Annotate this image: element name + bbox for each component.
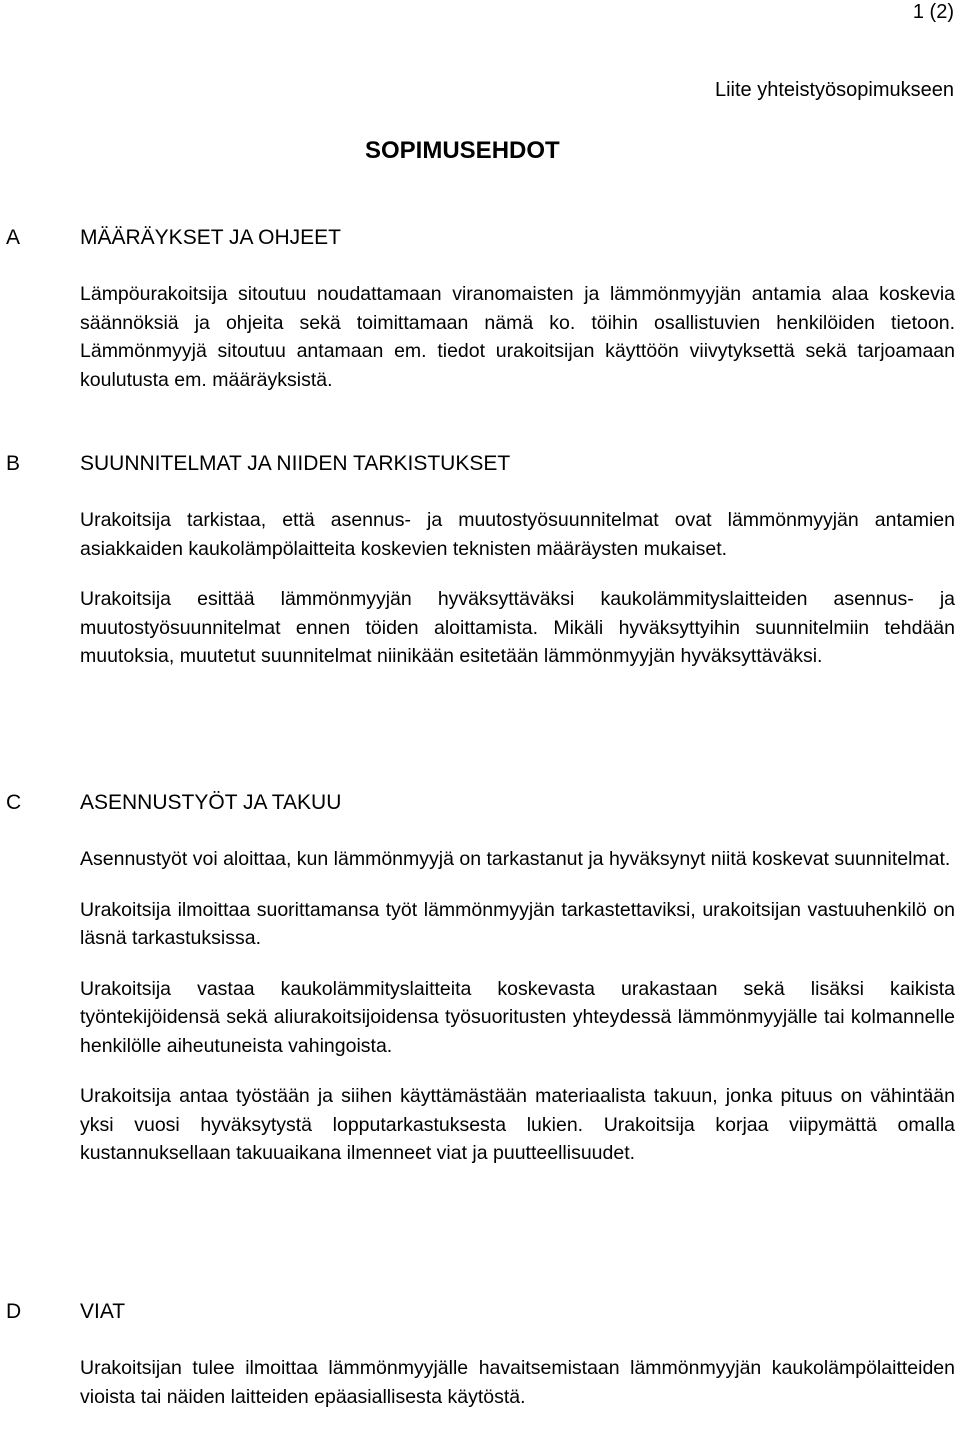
section-body	[80, 506, 955, 693]
section-letter: B	[6, 452, 21, 475]
document-title: SOPIMUSEHDOT	[365, 137, 560, 164]
section-heading: VIAT	[80, 1300, 126, 1323]
paragraph: Urakoitsija esittää lämmönmyyjän hyväksyttäväksi kaukolämmityslaitteiden asennus- ja muutostyösuunnitelmat ennen töiden aloittamista. Mikäli hyväksyttyihin suunnitelmiin tehdään muutoksia, muutetut suunnitelmat niinikään esitetään lämmönmyyjän hyväksyttäväksi.	[80, 588, 955, 667]
paragraph: Asennustyöt voi aloittaa, kun lämmönmyyjä on tarkastanut ja hyväksynyt niitä koskevat suunnitelmat.	[80, 848, 951, 870]
section-body	[80, 845, 955, 1190]
section-body	[80, 280, 955, 416]
section-body	[80, 1354, 955, 1433]
page-number: 1 (2)	[912, 1, 954, 23]
paragraph: Urakoitsija antaa työstään ja siihen käyttämästään materiaalista takuun, jonka pituus on vähintään yksi vuosi hyväksytystä lopputarkastuksesta lukien. Urakoitsija korjaa viipymättä omalla kustannuksellaan takuuaikana ilmenneet viat ja puutteellisuudet.	[80, 1085, 955, 1164]
section-heading: SUUNNITELMAT JA NIIDEN TARKISTUKSET	[80, 452, 511, 475]
paragraph: Lämpöurakoitsija sitoutuu noudattamaan viranomaisten ja lämmönmyyjän antamia alaa koskevia säännöksiä ja ohjeita sekä toimittamaan nämä ko. töihin osallistuvien henkilöiden tietoon. Lämmönmyyjä sitoutuu antamaan em. tiedot urakoitsijan käyttöön viivytyksettä sekä tarjoamaan koulutusta em. määräyksistä.	[80, 283, 955, 391]
section-letter: D	[6, 1300, 22, 1323]
section-heading: ASENNUSTYÖT JA TAKUU	[80, 791, 342, 814]
paragraph: Urakoitsija vastaa kaukolämmityslaitteita koskevasta urakastaan sekä lisäksi kaikista työntekijöidensä sekä aliurakoitsijoidensa työsuoritusten yhteydessä lämmönmyyjälle tai kolmannelle henkilölle aiheutuneista vahingoista.	[80, 977, 955, 1057]
section-letter: A	[6, 226, 21, 249]
section-letter: C	[6, 791, 22, 814]
section-heading: MÄÄRÄYKSET JA OHJEET	[80, 226, 342, 249]
attachment-note: Liite yhteistyösopimukseen	[714, 79, 954, 101]
paragraph: Urakoitsija tarkistaa, että asennus- ja muutostyösuunnitelmat ovat lämmönmyyjän antamien asiakkaiden kaukolämpölaitteita koskevien teknisten määräysten mukaiset.	[80, 509, 955, 560]
paragraph: Urakoitsija ilmoittaa suorittamansa työt lämmönmyyjän tarkastettaviksi, urakoitsijan vastuuhenkilö on läsnä tarkastuksissa.	[80, 898, 955, 949]
paragraph: Urakoitsijan tulee ilmoittaa lämmönmyyjälle havaitsemistaan lämmönmyyjän kaukolämpölaitteiden vioista tai näiden laitteiden epäasiallisesta käytöstä.	[80, 1357, 955, 1408]
